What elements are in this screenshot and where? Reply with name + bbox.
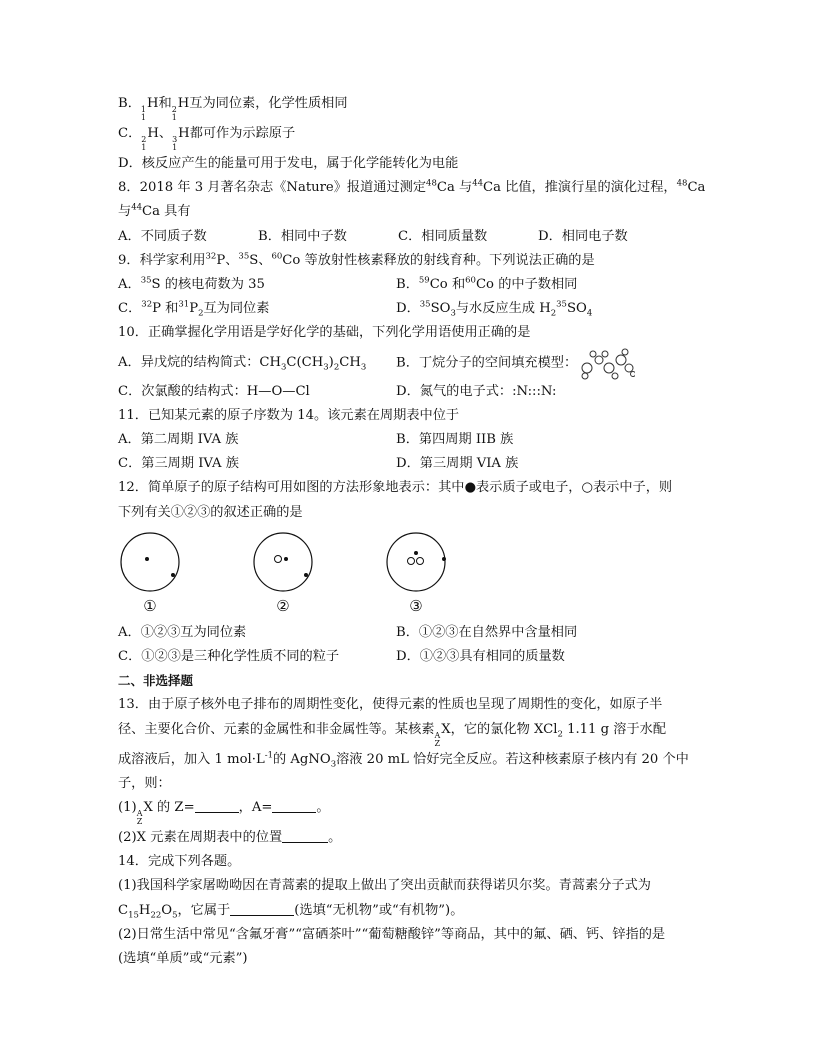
question-8-stem-cont: 与$^{44}$Ca 具有: [118, 203, 191, 220]
option-c[interactable]: C．相同质量数: [398, 228, 488, 244]
atom-1-icon: [119, 531, 181, 593]
option-c[interactable]: C．第三周期 IVA 族: [118, 456, 239, 472]
question-11-options-cd: [118, 452, 708, 476]
answer-blank-compound-type[interactable]: [230, 901, 294, 916]
question-14-part-1-cont: $C_{15}H_{22}O_5$，它属于 (选填“无机物”或“有机物”)。: [118, 902, 464, 921]
option-a[interactable]: A．第二周期 IVA 族: [118, 432, 239, 448]
atom-label-3: ③: [409, 596, 423, 615]
answer-blank-z[interactable]: [195, 798, 239, 813]
question-13-part-1: (1) A Z X 的 Z= ，A= 。: [118, 800, 330, 827]
option-d[interactable]: D．①②③具有相同的质量数: [396, 649, 565, 665]
atom-diagram-1: [118, 531, 182, 621]
option-a[interactable]: A．①②③互为同位素: [118, 624, 247, 640]
option-d[interactable]: D．相同电子数: [538, 228, 628, 244]
option-c[interactable]: C．次氯酸的结构式：H—O—Cl: [118, 383, 310, 399]
atom-3-icon: [385, 531, 447, 593]
question-14-part-1: (1)我国科学家屠呦呦因在青蒿素的提取上做出了突出贡献而获得诺贝尔奖。青蒿素分子式为: [118, 878, 651, 894]
option-d-energy: D．核反应产生的能量可用于发电，属于化学能转化为电能: [118, 156, 459, 171]
option-c[interactable]: C．①②③是三种化学性质不同的粒子: [118, 649, 340, 665]
atom-structure-figure: [118, 531, 448, 621]
isotope-notation: 1 1: [140, 105, 146, 122]
question-10-stem: 10．正确掌握化学用语是学好化学的基础，下列化学用语使用正确的是: [118, 325, 531, 341]
question-12-stem-cont: 下列有关①②③的叙述正确的是: [118, 504, 303, 520]
question-13-stem-3: 成溶液后，加入 1 $mol\cdot L^{-1}$的 AgNO$_3$溶液 20 mL 恰好完全反应。若这种核素原子核内有 20 个中: [118, 750, 689, 770]
atom-diagram-3: [384, 531, 448, 621]
question-9-options-cd: [118, 297, 708, 321]
isotope-notation: 3 1: [172, 135, 178, 152]
question-13-stem: 13．由于原子核外电子排布的周期性变化，使得元素的性质也呈现了周期性的变化，如原子半: [118, 697, 663, 713]
question-8-stem: 8．2018 年 3 月著名杂志《Nature》报道通过测定$^{48}$Ca 与$^{44}$Ca 比值，推演行星的演化过程，$^{48}$Ca: [118, 178, 706, 196]
answer-blank-a[interactable]: [272, 798, 316, 813]
atom-diagram-2: [251, 531, 315, 621]
question-11-options-ab: [118, 428, 708, 452]
option-b[interactable]: B．①②③在自然界中含量相同: [396, 624, 578, 640]
question-13-stem-2: 径、主要化合价、元素的金属性和非金属性等。某核素 A Z X，它的氯化物 XCl$_2$ 1.11 g 溶于水配: [118, 721, 667, 748]
option-b[interactable]: B．$^{59}$Co 和$^{60}$Co 的中子数相同: [396, 275, 578, 293]
option-c-tracer: C． 2 1 H、 3 1 H都可作为示踪原子: [118, 126, 296, 152]
option-a[interactable]: A．不同质子数: [118, 228, 207, 244]
option-a[interactable]: A．异戊烷的结构简式：$CH_3C(CH_3)_2CH_3$: [118, 354, 367, 373]
isotope-notation: A Z: [434, 730, 441, 748]
isotope-notation: 2 1: [141, 135, 147, 152]
atom-label-1: ①: [143, 596, 157, 615]
option-label: B．: [118, 96, 141, 111]
answer-blank-position[interactable]: [282, 828, 328, 843]
question-9-options-ab: [118, 273, 708, 297]
option-b[interactable]: B．相同中子数: [258, 228, 347, 244]
question-10-options-cd: [118, 380, 708, 404]
atom-2-icon: [252, 531, 314, 593]
option-d[interactable]: D．氮气的电子式：:N:::N:: [396, 383, 557, 399]
question-12-options-cd: [118, 645, 708, 669]
atom-label-2: ②: [276, 596, 290, 615]
question-14-stem: 14．完成下列各题。: [118, 854, 241, 870]
question-13-stem-4: 子，则：: [118, 775, 171, 791]
option-c[interactable]: C．$^{32}$P 和$^{31}P_2$互为同位素: [118, 299, 270, 319]
option-d[interactable]: D．第三周期 VIA 族: [396, 456, 519, 472]
document-page: [118, 92, 708, 971]
question-8-options: [118, 225, 708, 249]
option-b-isotope: B． 1 1 H和 2 1 H互为同位素，化学性质相同: [118, 96, 348, 122]
butane-space-filling-model-icon: [577, 346, 635, 380]
question-14-part-2: (2)日常生活中常见“含氟牙膏”“富硒茶叶”“葡萄糖酸锌”等商品，其中的氟、硒、钙、锌指的是: [118, 926, 666, 942]
option-a[interactable]: A．$^{35}$S 的核电荷数为 35: [118, 275, 265, 293]
isotope-notation: A Z: [136, 809, 143, 827]
question-9-stem: 9．科学家利用$^{32}$P、$^{35}$S、$^{60}$Co 等放射性核素释放的射线育种。下列说法正确的是: [118, 251, 595, 268]
option-b[interactable]: B．第四周期 IIB 族: [396, 432, 514, 448]
section-heading: 二、非选择题: [118, 673, 194, 689]
question-11-stem: 11．已知某元素的原子序数为 14。该元素在周期表中位于: [118, 407, 460, 423]
question-14-part-2-cont: (选填“单质”或“元素”): [118, 951, 248, 967]
question-12-stem: 12．简单原子的原子结构可用如图的方法形象地表示：其中●表示质子或电子，○表示中子，则: [118, 480, 673, 496]
question-12-options-ab: [118, 621, 708, 645]
question-10-options-ab: [118, 346, 708, 380]
isotope-notation: 2 1: [171, 105, 177, 122]
option-b[interactable]: B．丁烷分子的空间填充模型：: [396, 346, 674, 380]
question-13-part-2: (2)X 元素在周期表中的位置 。: [118, 830, 342, 846]
option-d[interactable]: D．$^{35}SO_3$与水反应生成 $H_2^{35}SO_4$: [396, 299, 593, 319]
